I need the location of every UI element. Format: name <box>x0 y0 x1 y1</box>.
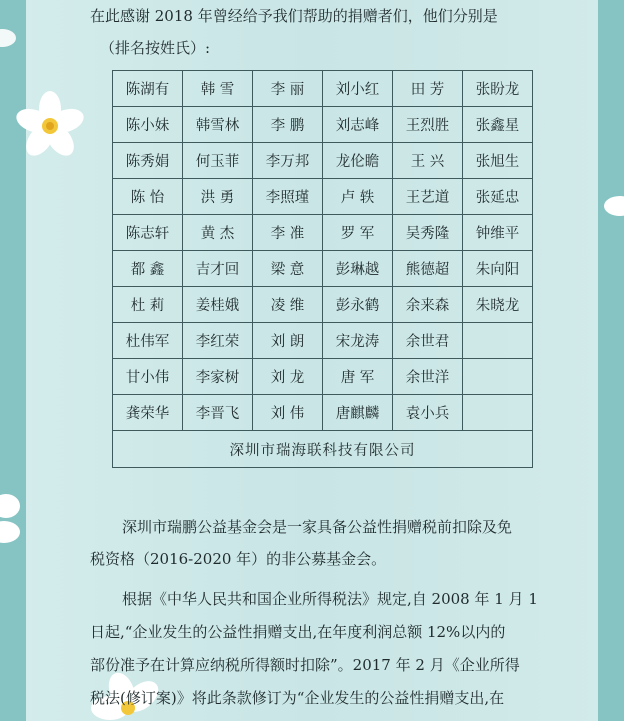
donor-name-cell <box>463 395 533 431</box>
donor-name-cell: 刘小红 <box>323 71 393 107</box>
paragraph-2-line-4: 税法(修订案)》将此条款修订为“企业发生的公益性捐赠支出,在 <box>90 689 505 707</box>
donor-name-cell: 熊德超 <box>393 251 463 287</box>
donor-table <box>112 70 533 468</box>
donor-name-cell: 洪 勇 <box>183 179 253 215</box>
donor-name-cell: 龚荣华 <box>113 395 183 431</box>
paragraph-2-line-1: 根据《中华人民共和国企业所得税法》规定,自 2008 年 1 月 1 <box>122 590 538 608</box>
paragraph-1-line-2: 税资格（2016-2020 年）的非公募基金会。 <box>90 550 387 568</box>
donor-name-cell: 袁小兵 <box>393 395 463 431</box>
donor-name-cell: 钟维平 <box>463 215 533 251</box>
donor-row <box>113 107 533 143</box>
donor-row <box>113 179 533 215</box>
donor-name-cell: 吴秀隆 <box>393 215 463 251</box>
donor-name-cell: 张鑫星 <box>463 107 533 143</box>
donor-name-cell: 杜 莉 <box>113 287 183 323</box>
donor-name-cell: 余世君 <box>393 323 463 359</box>
donor-name-cell: 田 芳 <box>393 71 463 107</box>
donor-name-cell: 卢 轶 <box>323 179 393 215</box>
donor-name-cell: 姜桂娥 <box>183 287 253 323</box>
donor-name-cell: 李 准 <box>253 215 323 251</box>
donor-name-cell: 刘志峰 <box>323 107 393 143</box>
donor-name-cell: 刘 朗 <box>253 323 323 359</box>
donor-name-cell: 陈 怡 <box>113 179 183 215</box>
donor-name-cell: 陈湖有 <box>113 71 183 107</box>
donor-name-cell: 余来森 <box>393 287 463 323</box>
donor-name-cell: 吉才回 <box>183 251 253 287</box>
donor-name-cell: 朱向阳 <box>463 251 533 287</box>
company-name: 深圳市瑞海联科技有限公司 <box>113 431 533 468</box>
donor-name-cell: 凌 维 <box>253 287 323 323</box>
intro-line-2: （排名按姓氏）: <box>100 39 211 57</box>
right-border <box>598 0 624 721</box>
donor-row <box>113 251 533 287</box>
donor-row <box>113 215 533 251</box>
donor-name-cell: 刘 伟 <box>253 395 323 431</box>
flower-decoration-bottom-left <box>0 492 40 562</box>
donor-name-cell: 张盼龙 <box>463 71 533 107</box>
donor-name-cell: 张延忠 <box>463 179 533 215</box>
donor-name-cell <box>463 359 533 395</box>
donor-row <box>113 395 533 431</box>
donor-row <box>113 323 533 359</box>
donor-name-cell: 梁 意 <box>253 251 323 287</box>
donor-name-cell: 王烈胜 <box>393 107 463 143</box>
donor-name-cell: 张旭生 <box>463 143 533 179</box>
donor-name-cell: 唐麒麟 <box>323 395 393 431</box>
donor-name-cell: 杜伟军 <box>113 323 183 359</box>
donor-name-cell: 余世洋 <box>393 359 463 395</box>
donor-name-cell: 唐 军 <box>323 359 393 395</box>
donor-name-cell: 宋龙涛 <box>323 323 393 359</box>
donor-name-cell <box>463 323 533 359</box>
donor-name-cell: 陈志轩 <box>113 215 183 251</box>
donor-name-cell: 陈秀娟 <box>113 143 183 179</box>
donor-name-cell: 朱晓龙 <box>463 287 533 323</box>
donor-name-cell: 王艺道 <box>393 179 463 215</box>
donor-name-cell: 韩 雪 <box>183 71 253 107</box>
paragraph-2-line-3: 部份准予在计算应纳税所得额时扣除”。2017 年 2 月《企业所得 <box>90 656 520 674</box>
paragraph-1-line-1: 深圳市瑞鹏公益基金会是一家具备公益性捐赠税前扣除及免 <box>122 518 513 536</box>
donor-name-cell: 李 丽 <box>253 71 323 107</box>
donor-name-cell: 李红荣 <box>183 323 253 359</box>
donor-name-cell: 彭琳越 <box>323 251 393 287</box>
donor-row <box>113 143 533 179</box>
flower-decoration-top-left <box>0 18 20 58</box>
donor-name-cell: 李 鹏 <box>253 107 323 143</box>
donor-row <box>113 359 533 395</box>
donor-name-cell: 李万邦 <box>253 143 323 179</box>
donor-name-cell: 陈小妹 <box>113 107 183 143</box>
company-row <box>113 431 533 468</box>
donor-row <box>113 71 533 107</box>
flower-decoration-left <box>10 86 90 166</box>
paragraph-2-line-2: 日起,“企业发生的公益性捐赠支出,在年度利润总额 12%以内的 <box>90 623 506 641</box>
donor-name-cell: 彭永鹤 <box>323 287 393 323</box>
donor-name-cell: 王 兴 <box>393 143 463 179</box>
donor-name-cell: 李晋飞 <box>183 395 253 431</box>
donor-row <box>113 287 533 323</box>
donor-name-cell: 韩雪林 <box>183 107 253 143</box>
donor-name-cell: 甘小伟 <box>113 359 183 395</box>
donor-name-cell: 罗 军 <box>323 215 393 251</box>
donor-name-cell: 李照瑾 <box>253 179 323 215</box>
donor-name-cell: 黄 杰 <box>183 215 253 251</box>
donor-table-body <box>113 71 533 431</box>
donor-name-cell: 龙伦瞻 <box>323 143 393 179</box>
donor-name-cell: 李家树 <box>183 359 253 395</box>
donor-name-cell: 都 鑫 <box>113 251 183 287</box>
donor-name-cell: 何玉菲 <box>183 143 253 179</box>
donor-name-cell: 刘 龙 <box>253 359 323 395</box>
intro-line-1: 在此感谢 2018 年曾经给予我们帮助的捐赠者们，他们分别是 <box>90 7 498 25</box>
flower-decoration-right <box>598 188 624 228</box>
